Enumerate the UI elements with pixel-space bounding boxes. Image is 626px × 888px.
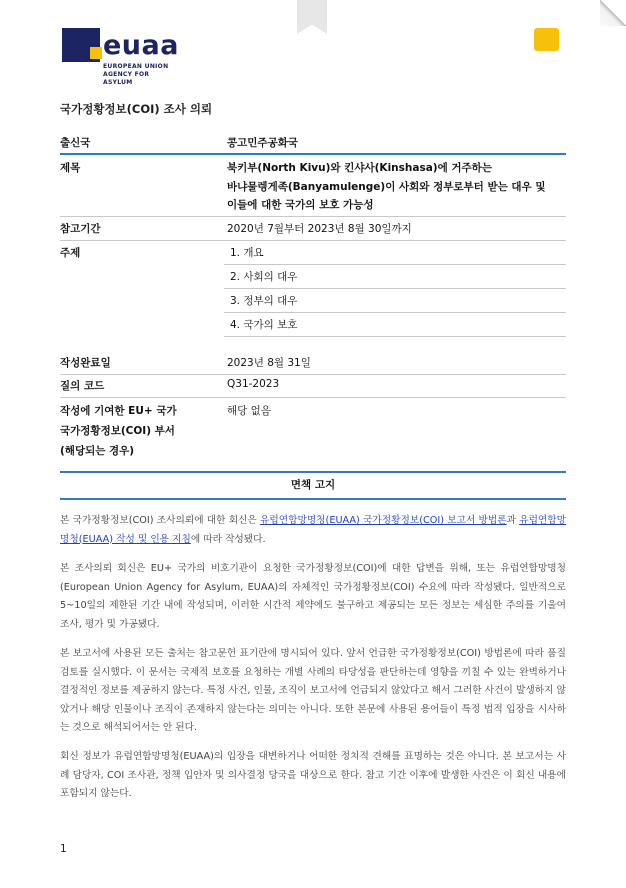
logo-accent	[90, 47, 102, 59]
origin-value: 콩고민주공화국	[227, 137, 299, 149]
coi-methodology-link[interactable]: 유럽연합망명청(EUAA) 국가정황정보(COI) 보고서 방법론	[260, 515, 507, 526]
bookmark-icon[interactable]	[297, 0, 327, 34]
row-divider	[224, 288, 566, 289]
contrib-value: 해당 없음	[227, 405, 271, 417]
document-title: 국가정황정보(COI) 조사 의뢰	[60, 102, 213, 116]
disclaimer-bottom-rule	[60, 498, 566, 500]
row-divider	[60, 240, 566, 241]
completed-label: 작성완료일	[60, 357, 111, 369]
logo-subtitle: EUROPEAN UNION AGENCY FOR ASYLUM	[103, 63, 169, 86]
row-divider	[224, 264, 566, 265]
row-divider	[60, 216, 566, 217]
table-header-rule	[60, 153, 566, 155]
sticky-note-icon[interactable]	[534, 28, 559, 51]
page-number: 1	[60, 843, 67, 855]
disclaimer-paragraph-3: 본 보고서에 사용된 모든 출처는 참고문헌 표기란에 명시되어 있다. 앞서 언급한 국가정황정보(COI) 방법론에 따라 품질 검토를 실시했다. 이 문서는 국제적 보호를 요청하는 개별 사례의 타당성을 판단하는데 영향을 끼칠 수 있는 완벽하거나 결정적인 정보를 제공하지 않는다. 특정 사건, 인물, 조직이 보고서에 언급되지 않았다고 해서 그러한 사건이 발생하지 않았거나 해당 인물이나 조직이 존재하지 않는다는 의미는 아니다. 또한 본문에 사용된 용어들이 특정 법적 입장을 시사하는 것으로 해석되어서는 안 된다.	[60, 648, 566, 733]
period-label: 참고기간	[60, 223, 101, 235]
page-curl-icon	[600, 0, 626, 26]
query-code-value: Q31-2023	[227, 378, 280, 390]
disclaimer-paragraph-2: 본 조사의뢰 회신은 EU+ 국가의 비호기관이 요청한 국가정황정보(COI)에 대한 답변을 위해, 또는 유럽연합망명청(European Union Agency for Asylum, EUAA)의 자체적인 국가정황정보(COI) 수요에 따라 작성됐다. 일반적으로 5~10일의 제한된 기간 내에 작성되며, 이러한 시간적 제약에도 불구하고 제공되는 모든 정보는 세심한 주의를 기울여 조사, 평가 및 가공됐다.	[60, 563, 566, 630]
topic-item: 4. 국가의 보호	[230, 319, 298, 331]
row-divider	[224, 312, 566, 313]
row-divider	[224, 336, 566, 337]
subject-line-2: 바냐물렝게족(Banyamulenge)이 사회와 정부로부터 받는 대우 및	[227, 181, 546, 193]
completed-value: 2023년 8월 31일	[227, 357, 311, 369]
row-divider	[60, 374, 566, 375]
row-divider	[60, 397, 566, 398]
writing-citation-guide-link[interactable]: 유럽연합망명청(EUAA) 작성 및 인용 지침	[60, 515, 567, 545]
topic-item: 2. 사회의 대우	[230, 271, 298, 283]
query-code-label: 질의 코드	[60, 380, 105, 392]
euaa-logo	[62, 25, 180, 87]
topic-item: 1. 개요	[230, 247, 264, 259]
period-value: 2020년 7월부터 2023년 8월 30일까지	[227, 223, 412, 235]
logo-wordmark: euaa	[103, 30, 179, 61]
subject-line-1: 북키부(North Kivu)와 킨샤사(Kinshasa)에 거주하는	[227, 162, 492, 174]
topic-item: 3. 정부의 대우	[230, 295, 298, 307]
subject-label: 제목	[60, 162, 81, 174]
disclaimer-paragraph-1: 본 국가정황정보(COI) 조사의뢰에 대한 회신은 유럽연합망명청(EUAA) 국가정황정보(COI) 보고서 방법론과 유럽연합망명청(EUAA) 작성 및 인용 지침에 따라 작성됐다.	[60, 515, 567, 545]
subject-line-3: 이들에 대한 국가의 보호 가능성	[227, 199, 374, 211]
contrib-label: 작성에 기여한 EU+ 국가 국가정황정보(COI) 부서 (해당되는 경우)	[60, 405, 177, 457]
disclaimer-paragraph-4: 회신 정보가 유럽연합망명청(EUAA)의 입장을 대변하거나 어떠한 정치적 견해를 표명하는 것은 아니다. 본 보고서는 사례 담당자, COI 조사관, 정책 입안자 및 의사결정 당국을 대상으로 한다. 참고 기간 이후에 발생한 사건은 이 회신 내용에 포함되지 않는다.	[60, 751, 566, 799]
topics-label: 주제	[60, 247, 81, 259]
origin-label: 출신국	[60, 137, 91, 149]
disclaimer-heading: 면책 고지	[290, 479, 336, 491]
